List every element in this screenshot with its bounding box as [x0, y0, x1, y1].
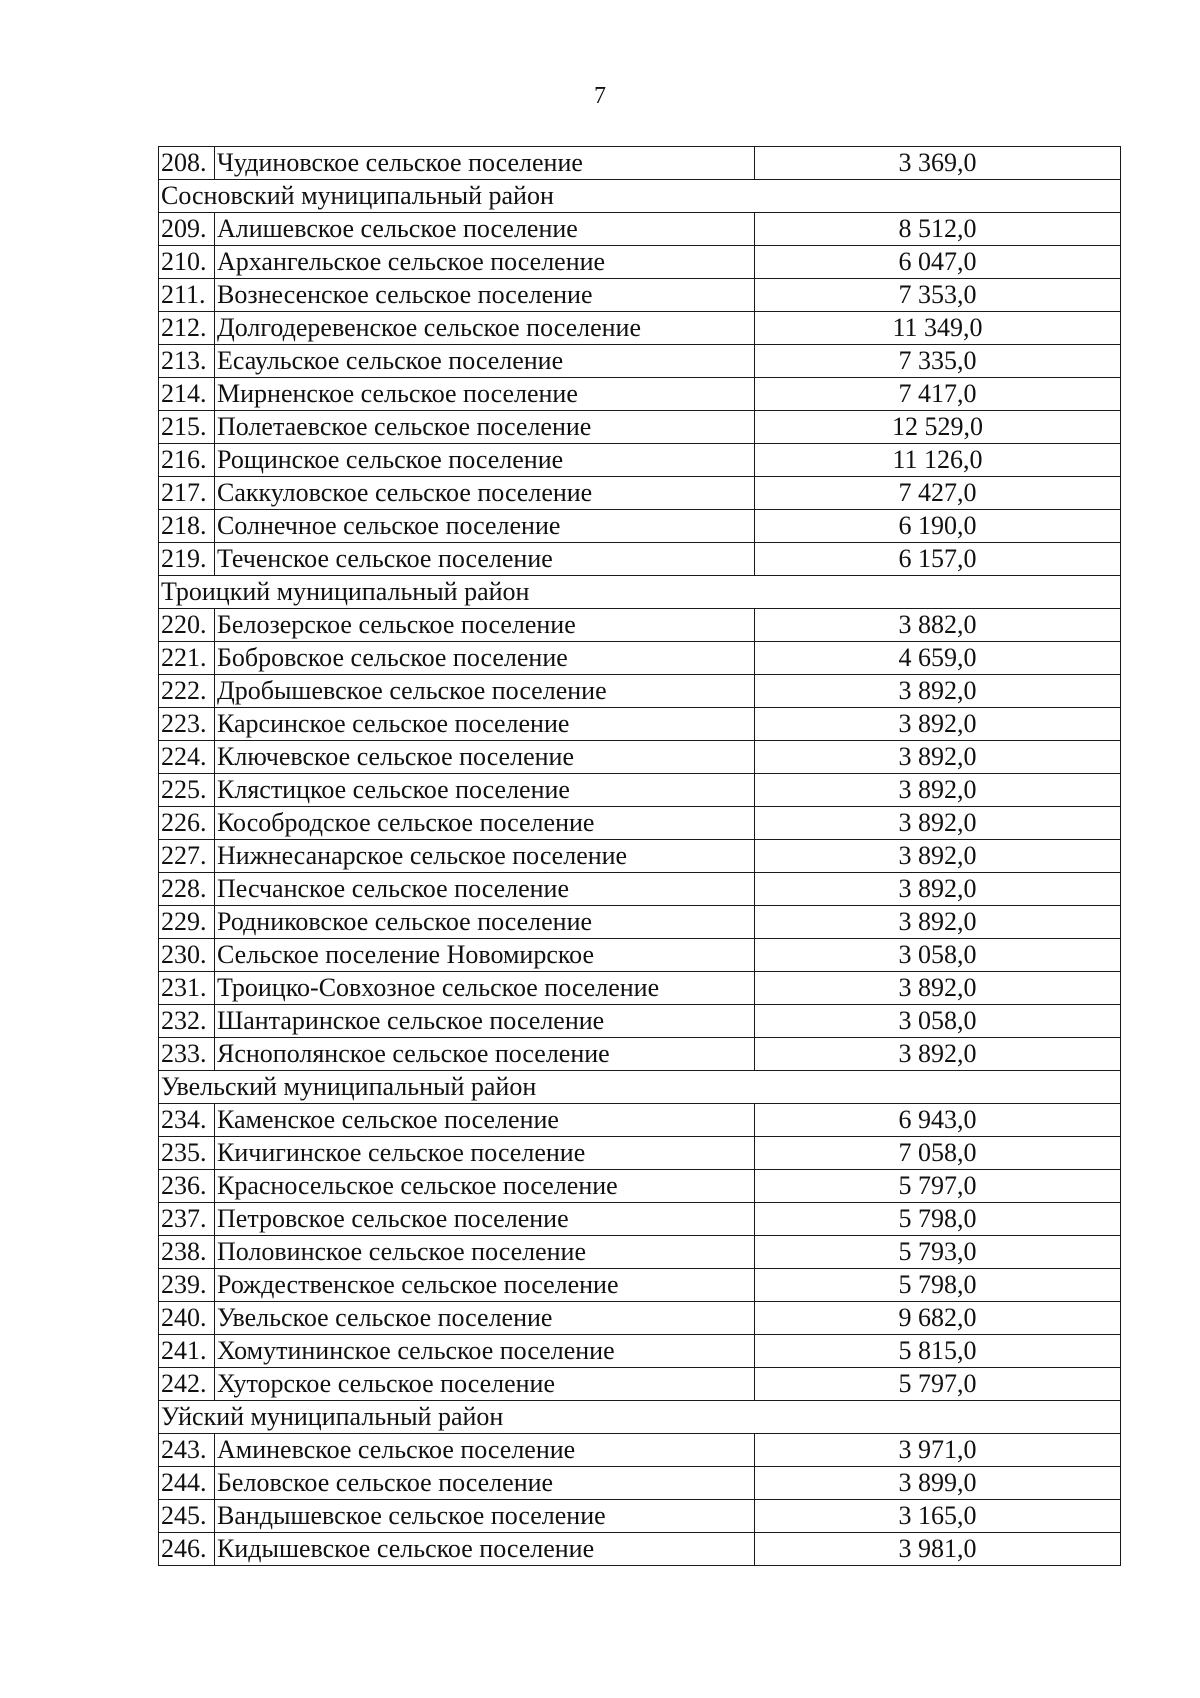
row-number: 228. — [159, 873, 215, 906]
settlement-name: Солнечное сельское поселение — [215, 510, 755, 543]
table-row — [159, 147, 1121, 180]
table-row — [159, 1467, 1121, 1500]
table-row — [159, 642, 1121, 675]
row-number: 227. — [159, 840, 215, 873]
settlement-value: 3 892,0 — [755, 774, 1121, 807]
settlement-value: 7 335,0 — [755, 345, 1121, 378]
row-number: 232. — [159, 1005, 215, 1038]
table-row — [159, 1434, 1121, 1467]
row-number: 243. — [159, 1434, 215, 1467]
table-row — [159, 1368, 1121, 1401]
table-row — [159, 972, 1121, 1005]
settlement-name: Алишевское сельское поселение — [215, 213, 755, 246]
row-number: 220. — [159, 609, 215, 642]
settlement-name: Есаульское сельское поселение — [215, 345, 755, 378]
table-row — [159, 1137, 1121, 1170]
settlement-value: 3 892,0 — [755, 972, 1121, 1005]
table-row — [159, 477, 1121, 510]
settlement-value: 5 798,0 — [755, 1269, 1121, 1302]
table-row — [159, 1335, 1121, 1368]
settlement-name: Вандышевское сельское поселение — [215, 1500, 755, 1533]
row-number: 230. — [159, 939, 215, 972]
row-number: 246. — [159, 1533, 215, 1566]
row-number: 208. — [159, 147, 215, 180]
settlement-name: Родниковское сельское поселение — [215, 906, 755, 939]
settlement-value: 3 892,0 — [755, 741, 1121, 774]
table-row — [159, 312, 1121, 345]
settlement-value: 5 815,0 — [755, 1335, 1121, 1368]
settlement-name: Дробышевское сельское поселение — [215, 675, 755, 708]
settlement-value: 3 892,0 — [755, 675, 1121, 708]
row-number: 239. — [159, 1269, 215, 1302]
settlement-name: Теченское сельское поселение — [215, 543, 755, 576]
district-name: Сосновский муниципальный район — [159, 180, 1121, 213]
settlement-value: 3 882,0 — [755, 609, 1121, 642]
settlement-name: Кособродское сельское поселение — [215, 807, 755, 840]
settlement-name: Полетаевское сельское поселение — [215, 411, 755, 444]
row-number: 221. — [159, 642, 215, 675]
settlement-name: Шантаринское сельское поселение — [215, 1005, 755, 1038]
table-row — [159, 1170, 1121, 1203]
settlement-value: 3 058,0 — [755, 939, 1121, 972]
row-number: 231. — [159, 972, 215, 1005]
row-number: 234. — [159, 1104, 215, 1137]
table-row — [159, 345, 1121, 378]
table-row — [159, 675, 1121, 708]
settlement-name: Половинское сельское поселение — [215, 1236, 755, 1269]
settlement-name: Нижнесанарское сельское поселение — [215, 840, 755, 873]
settlement-value: 3 892,0 — [755, 906, 1121, 939]
settlement-name: Хуторское сельское поселение — [215, 1368, 755, 1401]
settlement-value: 7 417,0 — [755, 378, 1121, 411]
settlement-name: Саккуловское сельское поселение — [215, 477, 755, 510]
table-row — [159, 906, 1121, 939]
settlement-name: Песчанское сельское поселение — [215, 873, 755, 906]
row-number: 219. — [159, 543, 215, 576]
table-row — [159, 774, 1121, 807]
settlement-name: Беловское сельское поселение — [215, 1467, 755, 1500]
row-number: 216. — [159, 444, 215, 477]
row-number: 213. — [159, 345, 215, 378]
table-row — [159, 411, 1121, 444]
settlement-value: 3 971,0 — [755, 1434, 1121, 1467]
row-number: 226. — [159, 807, 215, 840]
table-row — [159, 840, 1121, 873]
table-row — [159, 939, 1121, 972]
row-number: 223. — [159, 708, 215, 741]
row-number: 244. — [159, 1467, 215, 1500]
settlement-value: 8 512,0 — [755, 213, 1121, 246]
district-name: Уйский муниципальный район — [159, 1401, 1121, 1434]
settlement-value: 3 981,0 — [755, 1533, 1121, 1566]
district-name: Увельский муниципальный район — [159, 1071, 1121, 1104]
settlement-value: 9 682,0 — [755, 1302, 1121, 1335]
row-number: 242. — [159, 1368, 215, 1401]
settlement-name: Бобровское сельское поселение — [215, 642, 755, 675]
settlement-value: 3 058,0 — [755, 1005, 1121, 1038]
table-row — [159, 708, 1121, 741]
page-number: 7 — [594, 83, 606, 109]
settlement-name: Сельское поселение Новомирское — [215, 939, 755, 972]
table-row — [159, 1500, 1121, 1533]
settlement-value: 3 892,0 — [755, 873, 1121, 906]
settlement-value: 3 892,0 — [755, 1038, 1121, 1071]
table-row — [159, 609, 1121, 642]
settlements-table — [158, 146, 1121, 1566]
row-number: 233. — [159, 1038, 215, 1071]
settlement-name: Красносельское сельское поселение — [215, 1170, 755, 1203]
settlement-name: Мирненское сельское поселение — [215, 378, 755, 411]
row-number: 209. — [159, 213, 215, 246]
row-number: 241. — [159, 1335, 215, 1368]
settlement-value: 3 369,0 — [755, 147, 1121, 180]
settlements-table-body — [159, 147, 1121, 1566]
table-row — [159, 873, 1121, 906]
settlement-value: 7 353,0 — [755, 279, 1121, 312]
settlement-value: 3 892,0 — [755, 840, 1121, 873]
settlement-name: Белозерское сельское поселение — [215, 609, 755, 642]
settlement-value: 3 165,0 — [755, 1500, 1121, 1533]
table-row — [159, 213, 1121, 246]
settlement-value: 6 190,0 — [755, 510, 1121, 543]
row-number: 211. — [159, 279, 215, 312]
table-row — [159, 1302, 1121, 1335]
district-name: Троицкий муниципальный район — [159, 576, 1121, 609]
table-row — [159, 1104, 1121, 1137]
settlement-name: Вознесенское сельское поселение — [215, 279, 755, 312]
row-number: 210. — [159, 246, 215, 279]
settlement-name: Хомутининское сельское поселение — [215, 1335, 755, 1368]
row-number: 236. — [159, 1170, 215, 1203]
settlement-name: Клястицкое сельское поселение — [215, 774, 755, 807]
settlement-value: 6 047,0 — [755, 246, 1121, 279]
settlement-value: 7 058,0 — [755, 1137, 1121, 1170]
row-number: 235. — [159, 1137, 215, 1170]
settlement-name: Петровское сельское поселение — [215, 1203, 755, 1236]
row-number: 215. — [159, 411, 215, 444]
table-row — [159, 1269, 1121, 1302]
row-number: 214. — [159, 378, 215, 411]
settlement-value: 4 659,0 — [755, 642, 1121, 675]
district-header-row — [159, 180, 1121, 213]
settlement-value: 3 892,0 — [755, 708, 1121, 741]
row-number: 240. — [159, 1302, 215, 1335]
row-number: 224. — [159, 741, 215, 774]
table-row — [159, 543, 1121, 576]
settlement-name: Ключевское сельское поселение — [215, 741, 755, 774]
settlement-name: Рощинское сельское поселение — [215, 444, 755, 477]
table-row — [159, 378, 1121, 411]
table-row — [159, 444, 1121, 477]
settlement-name: Яснополянское сельское поселение — [215, 1038, 755, 1071]
district-header-row — [159, 576, 1121, 609]
row-number: 212. — [159, 312, 215, 345]
table-row — [159, 279, 1121, 312]
row-number: 237. — [159, 1203, 215, 1236]
settlement-value: 5 797,0 — [755, 1368, 1121, 1401]
settlement-value: 6 157,0 — [755, 543, 1121, 576]
table-row — [159, 1533, 1121, 1566]
row-number: 217. — [159, 477, 215, 510]
settlement-value: 5 797,0 — [755, 1170, 1121, 1203]
settlement-name: Аминевское сельское поселение — [215, 1434, 755, 1467]
settlement-name: Карсинское сельское поселение — [215, 708, 755, 741]
district-header-row — [159, 1071, 1121, 1104]
table-row — [159, 807, 1121, 840]
settlement-name: Архангельское сельское поселение — [215, 246, 755, 279]
settlement-value: 3 899,0 — [755, 1467, 1121, 1500]
row-number: 245. — [159, 1500, 215, 1533]
settlement-value: 3 892,0 — [755, 807, 1121, 840]
settlement-value: 6 943,0 — [755, 1104, 1121, 1137]
settlement-value: 7 427,0 — [755, 477, 1121, 510]
table-row — [159, 1005, 1121, 1038]
settlement-name: Кичигинское сельское поселение — [215, 1137, 755, 1170]
settlement-name: Увельское сельское поселение — [215, 1302, 755, 1335]
table-row — [159, 1203, 1121, 1236]
row-number: 238. — [159, 1236, 215, 1269]
table-row — [159, 510, 1121, 543]
row-number: 225. — [159, 774, 215, 807]
row-number: 222. — [159, 675, 215, 708]
settlement-name: Чудиновское сельское поселение — [215, 147, 755, 180]
district-header-row — [159, 1401, 1121, 1434]
settlement-name: Рождественское сельское поселение — [215, 1269, 755, 1302]
row-number: 229. — [159, 906, 215, 939]
settlement-name: Долгодеревенское сельское поселение — [215, 312, 755, 345]
settlement-value: 12 529,0 — [755, 411, 1121, 444]
settlement-value: 5 798,0 — [755, 1203, 1121, 1236]
row-number: 218. — [159, 510, 215, 543]
settlement-name: Троицко-Совхозное сельское поселение — [215, 972, 755, 1005]
settlement-name: Каменское сельское поселение — [215, 1104, 755, 1137]
settlement-value: 5 793,0 — [755, 1236, 1121, 1269]
settlement-value: 11 126,0 — [755, 444, 1121, 477]
table-row — [159, 246, 1121, 279]
settlement-name: Кидышевское сельское поселение — [215, 1533, 755, 1566]
table-row — [159, 1236, 1121, 1269]
table-row — [159, 1038, 1121, 1071]
table-row — [159, 741, 1121, 774]
settlement-value: 11 349,0 — [755, 312, 1121, 345]
